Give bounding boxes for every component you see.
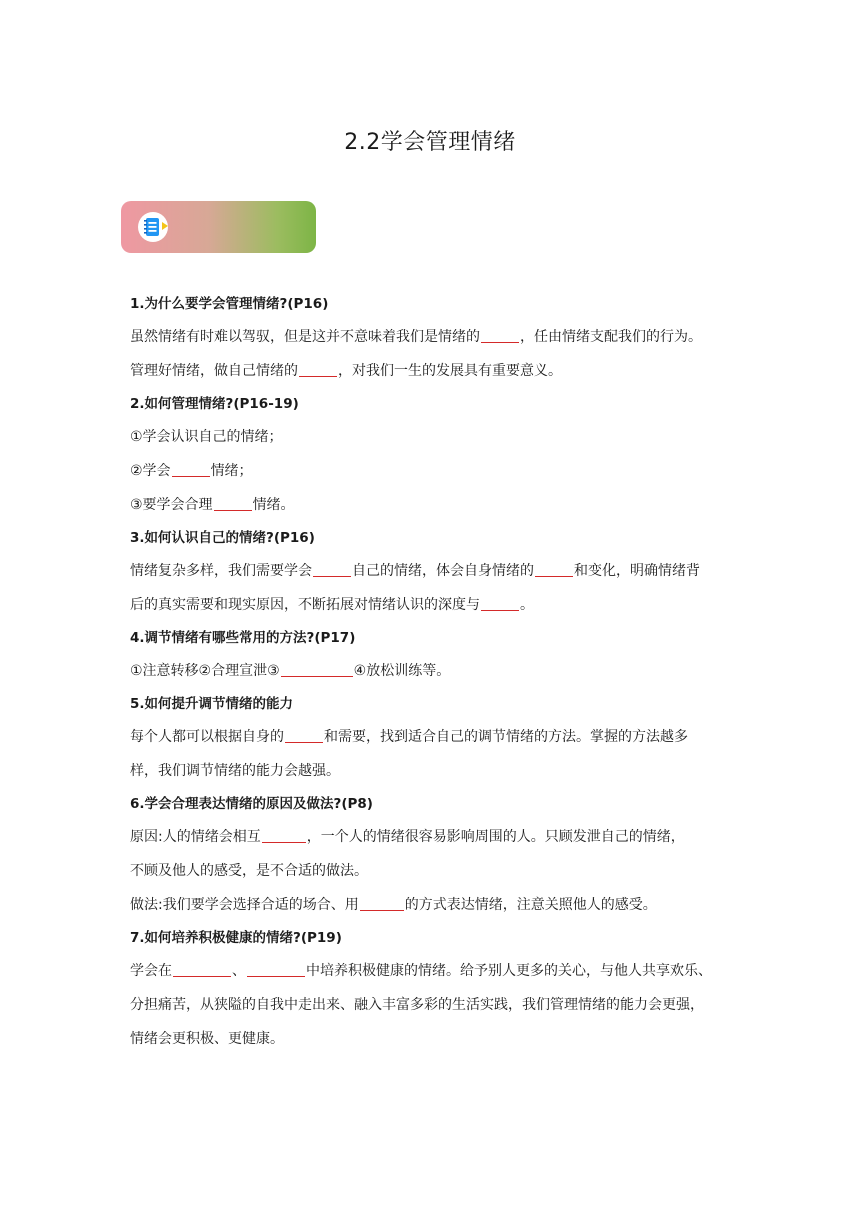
fill-blank[interactable] (247, 960, 305, 977)
answer-line: 不顾及他人的感受，是不合适的做法。 (130, 863, 368, 879)
fill-blank[interactable] (214, 494, 252, 511)
fill-blank[interactable] (481, 326, 519, 343)
worksheet-content (130, 288, 740, 1056)
answer-line: ②学会 情绪； (130, 454, 740, 488)
answer-line: 样，我们调节情绪的能力会越强。 (130, 763, 340, 779)
answer-line: ①学会认识自己的情绪； (130, 429, 283, 445)
answer-line: 原因:人的情绪会相互 ，一个人的情绪很容易影响周围的人。只顾发泄自己的情绪， (130, 820, 740, 854)
question-heading: 2.如何管理情绪?(P16-19) (130, 396, 299, 412)
question-heading: 3.如何认识自己的情绪?(P16) (130, 530, 315, 546)
fill-blank[interactable] (360, 894, 404, 911)
answer-line: ③要学会合理 情绪。 (130, 488, 740, 522)
fill-blank[interactable] (281, 660, 353, 677)
answer-line: 虽然情绪有时难以驾驭，但是这并不意味着我们是情绪的 ，任由情绪支配我们的行为。 (130, 320, 740, 354)
answer-line: 情绪会更积极、更健康。 (130, 1031, 284, 1047)
question-heading: 1.为什么要学会管理情绪?(P16) (130, 296, 329, 312)
answer-line: 后的真实需要和现实原因，不断拓展对情绪认识的深度与 。 (130, 588, 740, 622)
section-banner (121, 201, 316, 253)
answer-line: 分担痛苦，从狭隘的自我中走出来、融入丰富多彩的生活实践，我们管理情绪的能力会更强， (130, 997, 704, 1013)
question-heading: 6.学会合理表达情绪的原因及做法?(P8) (130, 796, 373, 812)
question-heading: 5.如何提升调节情绪的能力 (130, 696, 294, 712)
fill-blank[interactable] (299, 360, 337, 377)
answer-line: 管理好情绪，做自己情绪的 ，对我们一生的发展具有重要意义。 (130, 354, 740, 388)
answer-line: ①注意转移②合理宣泄③ ④放松训练等。 (130, 654, 740, 688)
answer-line: 学会在 、 中培养积极健康的情绪。给予别人更多的关心，与他人共享欢乐、 (130, 954, 740, 988)
fill-blank[interactable] (313, 560, 351, 577)
fill-blank[interactable] (262, 826, 306, 843)
fill-blank[interactable] (535, 560, 573, 577)
question-heading: 4.调节情绪有哪些常用的方法?(P17) (130, 630, 356, 646)
answer-line: 每个人都可以根据自身的 和需要，找到适合自己的调节情绪的方法。掌握的方法越多 (130, 720, 740, 754)
page-title: 2.2学会管理情绪 (344, 130, 516, 155)
answer-line: 情绪复杂多样，我们需要学会 自己的情绪，体会自身情绪的 和变化，明确情绪背 (130, 554, 740, 588)
question-heading: 7.如何培养积极健康的情绪?(P19) (130, 930, 342, 946)
fill-blank[interactable] (173, 960, 231, 977)
fill-blank[interactable] (285, 726, 323, 743)
notebook-icon (137, 210, 171, 244)
fill-blank[interactable] (172, 460, 210, 477)
answer-line: 做法:我们要学会选择合适的场合、用 的方式表达情绪，注意关照他人的感受。 (130, 888, 740, 922)
fill-blank[interactable] (481, 594, 519, 611)
